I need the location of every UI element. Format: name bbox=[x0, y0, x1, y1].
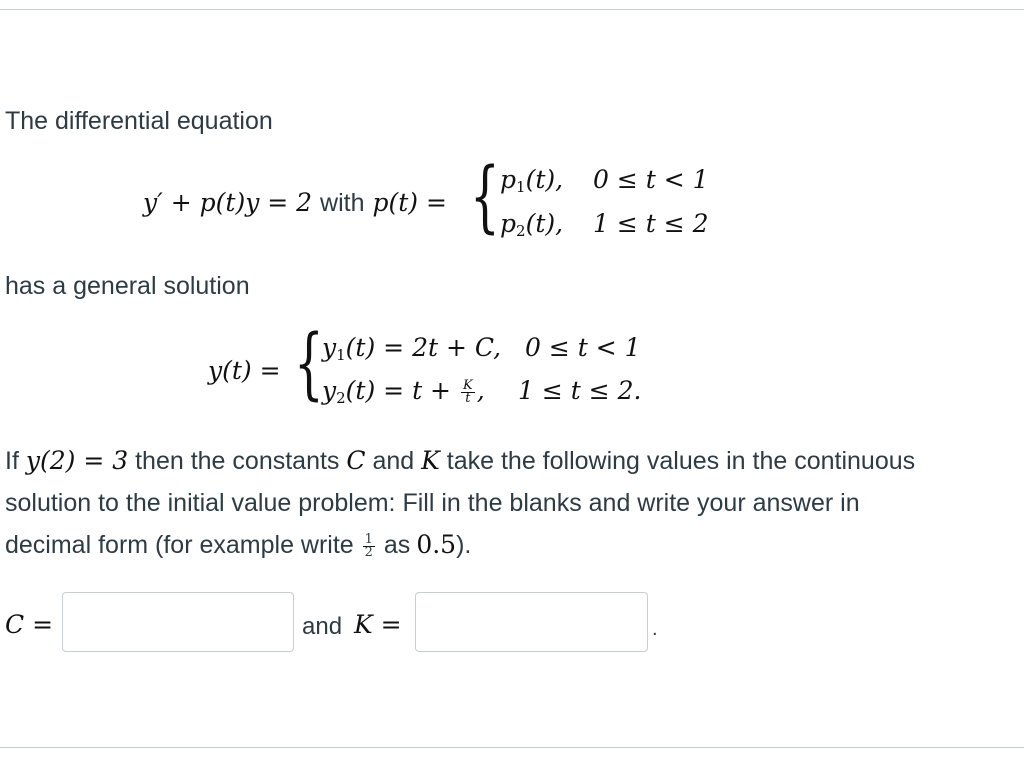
q-then: then the constants bbox=[135, 447, 340, 475]
top-divider bbox=[0, 9, 1024, 10]
q-condition: y(2) = 3 bbox=[25, 446, 129, 475]
de-case2-fn: p bbox=[500, 209, 517, 238]
trailing-period: . bbox=[652, 618, 658, 640]
sol-row1-fn: y bbox=[322, 333, 337, 362]
k-over-t-fraction bbox=[461, 380, 475, 405]
half-numerator: 1 bbox=[364, 531, 373, 547]
de-case-2 bbox=[500, 209, 709, 240]
intro-text: The differential equation bbox=[5, 107, 273, 135]
de-case1-sub: 1 bbox=[516, 178, 526, 196]
solution-brace: { bbox=[294, 319, 324, 409]
frac-numerator: K bbox=[462, 378, 473, 393]
de-case2-sub: 2 bbox=[516, 222, 526, 240]
de-case1-arg: (t), bbox=[525, 165, 564, 194]
de-case2-arg: (t), bbox=[525, 209, 564, 238]
q-example-value: 0.5 bbox=[416, 530, 457, 559]
question-line-1 bbox=[5, 440, 915, 482]
q-close-paren: ). bbox=[456, 531, 472, 559]
k-label bbox=[354, 610, 402, 639]
solution-case-2 bbox=[322, 376, 642, 407]
frac-denominator: t bbox=[465, 391, 471, 406]
de-case1-cond: 0 ≤ t < 1 bbox=[593, 165, 709, 194]
q-decimal-form: decimal form (for example write bbox=[5, 531, 354, 559]
sol-row1-sub: 1 bbox=[336, 346, 346, 364]
question-line-3 bbox=[5, 524, 471, 566]
half-denominator: 2 bbox=[364, 544, 373, 560]
k-label-text: K = bbox=[354, 610, 402, 639]
c-answer-input[interactable] bbox=[62, 592, 294, 652]
solution-lhs bbox=[208, 356, 281, 385]
c-label bbox=[5, 610, 53, 639]
sol-row2-comma: , bbox=[476, 376, 485, 405]
solution-lhs-expr: y(t) = bbox=[208, 356, 281, 385]
de-lhs-expr: y′ + p(t)y = 2 bbox=[143, 188, 313, 217]
sol-row1-cond: 0 ≤ t < 1 bbox=[525, 333, 641, 362]
c-label-text: C = bbox=[5, 610, 54, 639]
q-and: and bbox=[372, 447, 415, 475]
de-lhs bbox=[143, 188, 447, 218]
sol-row2-sub: 2 bbox=[336, 389, 346, 407]
q-rest: take the following values in the continuous bbox=[446, 447, 916, 475]
sol-row2-expr: (t) = t + bbox=[345, 376, 452, 405]
q-if: If bbox=[5, 447, 19, 475]
q-const-k: K bbox=[421, 446, 440, 475]
de-case1-fn: p bbox=[500, 165, 517, 194]
bottom-divider bbox=[0, 747, 1024, 748]
sol-row2-fn: y bbox=[322, 376, 337, 405]
and-label: and bbox=[302, 613, 343, 640]
k-answer-input[interactable] bbox=[415, 592, 648, 652]
sol-row2-cond: 1 ≤ t ≤ 2. bbox=[518, 376, 642, 405]
de-with-label: with bbox=[320, 189, 365, 217]
question-line-2: solution to the initial value problem: Fill in the blanks and write your answer in bbox=[5, 489, 860, 517]
one-half-fraction bbox=[363, 531, 375, 560]
de-case-1 bbox=[500, 165, 709, 196]
de-case2-cond: 1 ≤ t ≤ 2 bbox=[593, 209, 709, 238]
q-const-c: C bbox=[346, 446, 366, 475]
de-p-of-t: p(t) = bbox=[372, 188, 447, 217]
general-solution-label: has a general solution bbox=[5, 272, 250, 300]
q-as: as bbox=[383, 531, 411, 559]
solution-case-1 bbox=[322, 333, 641, 364]
de-brace: { bbox=[470, 152, 500, 242]
sol-row1-expr: (t) = 2t + C, bbox=[345, 333, 502, 362]
